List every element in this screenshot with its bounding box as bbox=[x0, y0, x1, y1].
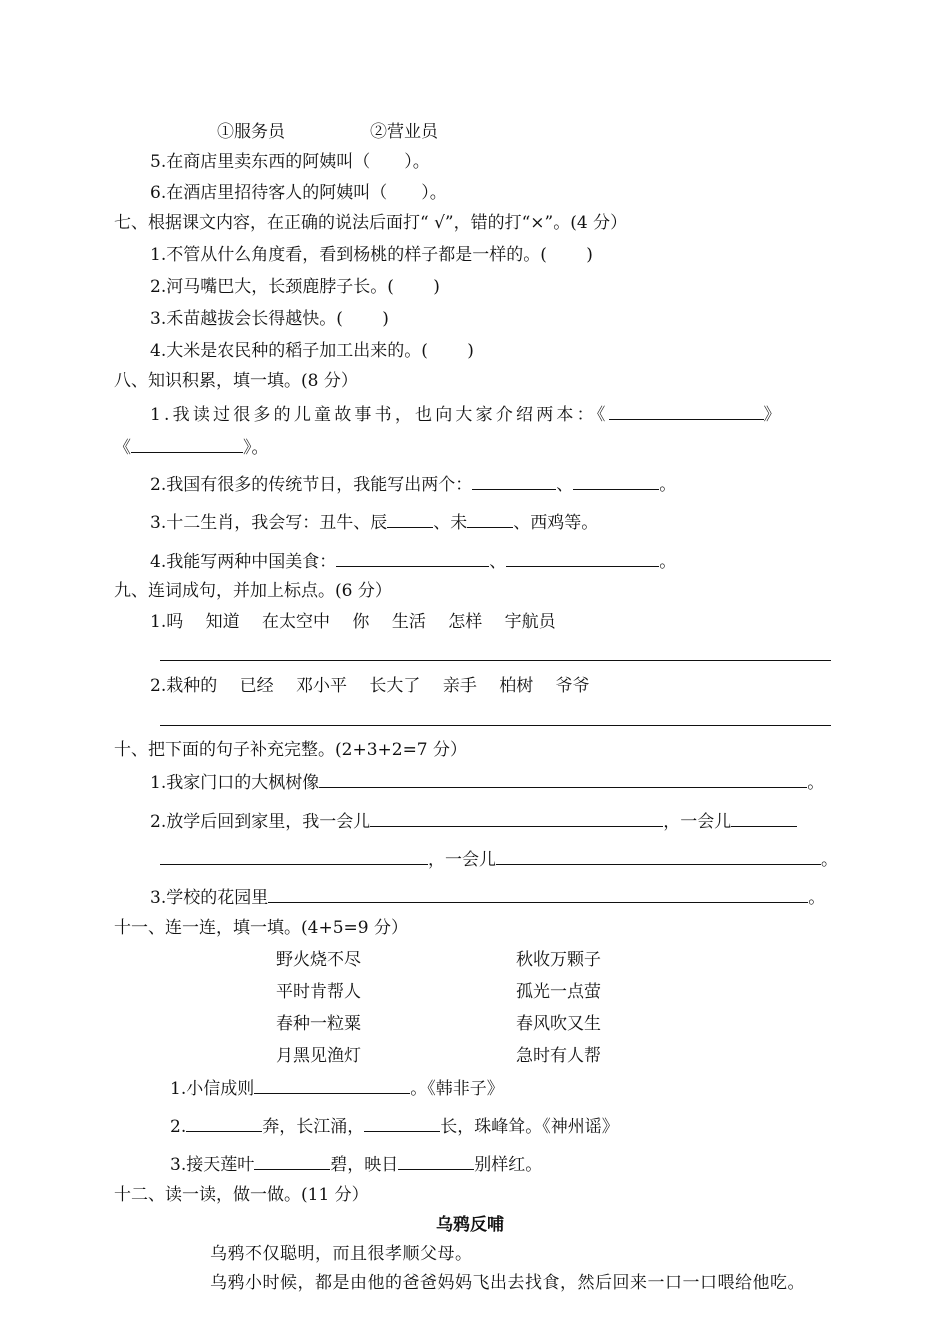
q6-item-6: 6.在酒店里招待客人的阿姨叫（ ）。 bbox=[150, 183, 447, 203]
q10-item-1: 1.我家门口的大枫树像 。 bbox=[150, 773, 825, 793]
q7-item-3: 3.禾苗越拔会长得越快。( ) bbox=[150, 309, 389, 329]
q8-item-1-cont: 《 》。 bbox=[114, 438, 269, 458]
home-blank-2a[interactable] bbox=[731, 810, 797, 827]
match-left-3[interactable]: 春种一粒粟 bbox=[276, 1014, 361, 1034]
food-blank-2[interactable] bbox=[506, 550, 659, 567]
reading-title: 乌鸦反哺 bbox=[436, 1215, 504, 1235]
q7-item-1: 1.不管从什么角度看，看到杨桃的样子都是一样的。( ) bbox=[150, 245, 593, 265]
home-blank-3[interactable] bbox=[496, 848, 821, 865]
q9-heading: 九、连词成句，并加上标点。(6 分） bbox=[114, 581, 392, 601]
q7-item-2: 2.河马嘴巴大，长颈鹿脖子长。( ) bbox=[150, 277, 440, 297]
zodiac-blank-2[interactable] bbox=[467, 511, 513, 528]
proverb-blank[interactable] bbox=[254, 1077, 410, 1094]
ballad-blank-1[interactable] bbox=[186, 1115, 262, 1132]
q11-fill-3: 3.接天莲叶 碧，映日 别样红。 bbox=[170, 1155, 543, 1175]
q8-heading: 八、知识积累，填一填。(8 分） bbox=[114, 371, 358, 391]
book-blank-1[interactable] bbox=[609, 403, 764, 420]
reading-para-1: 乌鸦不仅聪明，而且很孝顺父母。 bbox=[210, 1244, 473, 1264]
q10-item-2-cont: ，一会儿 。 bbox=[160, 848, 838, 871]
q10-item-3: 3.学校的花园里 。 bbox=[150, 888, 826, 908]
option-1: ①服务员 bbox=[217, 122, 285, 142]
q6-item-5: 5.在商店里卖东西的阿姨叫（ ）。 bbox=[150, 152, 430, 172]
q11-heading: 十一、连一连，填一填。(4+5=9 分） bbox=[114, 918, 408, 938]
food-blank-1[interactable] bbox=[336, 550, 489, 567]
q7-heading: 七、根据课文内容，在正确的说法后面打“ √”，错的打“×”。(4 分） bbox=[114, 213, 628, 233]
home-blank-1[interactable] bbox=[370, 810, 663, 827]
q8-item-1: 1.我读过很多的儿童故事书，也向大家介绍两本：《 》 bbox=[150, 405, 784, 425]
match-left-2[interactable]: 平时肯帮人 bbox=[276, 982, 361, 1002]
garden-blank[interactable] bbox=[268, 886, 808, 903]
poem-blank-1[interactable] bbox=[254, 1153, 330, 1170]
maple-blank[interactable] bbox=[319, 771, 807, 788]
q8-item-2: 2.我国有很多的传统节日，我能写出两个： 、 。 bbox=[150, 475, 677, 495]
q8-item-4: 4.我能写两种中国美食： 、 。 bbox=[150, 552, 677, 572]
home-blank-2b[interactable] bbox=[160, 848, 428, 865]
book-blank-2[interactable] bbox=[131, 436, 243, 453]
q10-item-2: 2.放学后回到家里，我一会儿 ，一会儿 bbox=[150, 810, 797, 833]
q9-item-2: 2.栽种的 已经 邓小平 长大了 亲手 柏树 爷爷 bbox=[150, 676, 590, 696]
option-2: ②营业员 bbox=[370, 122, 438, 142]
q11-fill-2: 2. 奔，长江涌， 长，珠峰耸。《神州谣》 bbox=[170, 1117, 619, 1137]
reading-para-2: 乌鸦小时候，都是由他的爸爸妈妈飞出去找食，然后回来一口一口喂给他吃。 bbox=[210, 1273, 805, 1293]
q11-fill-1: 1.小信成则 。《韩非子》 bbox=[170, 1079, 504, 1099]
match-left-4[interactable]: 月黑见渔灯 bbox=[276, 1046, 361, 1066]
q8-item-3: 3.十二生肖，我会写：丑牛、辰 、未 、西鸡等。 bbox=[150, 513, 599, 533]
festival-blank-1[interactable] bbox=[472, 473, 556, 490]
festival-blank-2[interactable] bbox=[573, 473, 659, 490]
match-right-3[interactable]: 春风吹又生 bbox=[516, 1014, 601, 1034]
answer-line-1[interactable] bbox=[160, 660, 831, 661]
poem-blank-2[interactable] bbox=[398, 1153, 474, 1170]
q12-heading: 十二、读一读，做一做。(11 分） bbox=[114, 1185, 369, 1205]
q10-heading: 十、把下面的句子补充完整。(2+3+2=7 分） bbox=[114, 740, 468, 760]
match-right-1[interactable]: 秋收万颗子 bbox=[516, 950, 601, 970]
q9-item-1: 1.吗 知道 在太空中 你 生活 怎样 宇航员 bbox=[150, 612, 556, 632]
zodiac-blank-1[interactable] bbox=[387, 511, 433, 528]
q7-item-4: 4.大米是农民种的稻子加工出来的。( ) bbox=[150, 341, 474, 361]
answer-line-2[interactable] bbox=[160, 725, 831, 726]
ballad-blank-2[interactable] bbox=[364, 1115, 440, 1132]
match-right-4[interactable]: 急时有人帮 bbox=[516, 1046, 601, 1066]
match-left-1[interactable]: 野火烧不尽 bbox=[276, 950, 361, 970]
match-right-2[interactable]: 孤光一点萤 bbox=[516, 982, 601, 1002]
